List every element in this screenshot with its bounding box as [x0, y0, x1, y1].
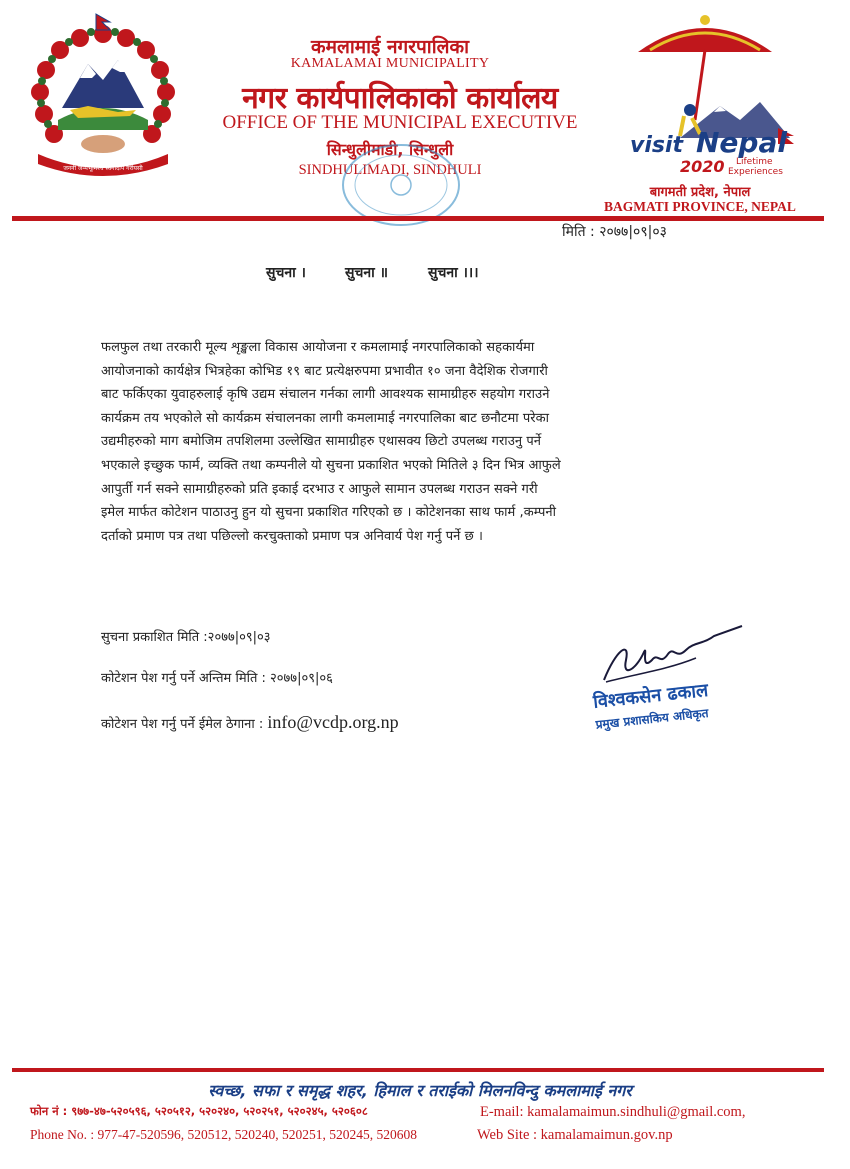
- province-english: BAGMATI PROVINCE, NEPAL: [604, 199, 796, 214]
- email-address: info@vcdp.org.np: [267, 712, 399, 732]
- letter-date: मिति : २०७७|०९|०३: [562, 224, 667, 240]
- notice-body: [101, 336, 746, 548]
- body-line: आपुर्ती गर्न सक्ने सामाग्रीहरुको प्रति इकाई दरभाउ र आफुले सामान उपलब्ध गराउन सक्ने गरी: [101, 481, 538, 497]
- footer-phone-english: Phone No. : 977-47-520596, 520512, 520240, 520251, 520245, 520608: [30, 1127, 417, 1142]
- footer-divider: [12, 1068, 824, 1072]
- signer-stamp: [592, 674, 748, 759]
- body-line: कार्यक्रम तय भएकोले सो कार्यक्रम संचालनका लागी कमलामाई नगरपालिका बाट छनौटमा परेका: [101, 410, 550, 426]
- svg-text:जननी जन्मभूमिश्च स्वर्गादपि गर: जननी जन्मभूमिश्च स्वर्गादपि गरीयसी: [63, 165, 143, 172]
- footer-website: Web Site : kamalamaimun.gov.np: [477, 1127, 673, 1143]
- municipality-name-english: KAMALAMAI MUNICIPALITY: [290, 56, 490, 71]
- published-date: सुचना प्रकाशित मिति :२०७७|०९|०३: [101, 630, 271, 645]
- office-title-nepali: नगर कार्यपालिकाको कार्यालय: [242, 81, 558, 116]
- location-english: SINDHULIMADI, SINDHULI: [298, 162, 482, 178]
- body-line: आयोजनाको कार्यक्षेत्र भित्रहेका कोभिड १९ बाट प्रत्येक्षरुपमा प्रभावीत १० जना वैदेशिक रोजगारी: [101, 363, 548, 379]
- body-line: इमेल मार्फत कोटेशन पाठाउनु हुन यो सुचना प्रकाशित गरिएको छ । कोटेशनका साथ फार्म ,कम्पनी: [101, 505, 557, 521]
- header-divider: [12, 216, 824, 221]
- footer-phone-nepali: फोन नं : ९७७-४७-५२०५९६, ५२०५१२, ५२०२४०, ५२०२५१, ५२०२४५, ५२०६०८: [30, 1104, 368, 1118]
- submission-email-line: [101, 712, 399, 733]
- body-line: भएकाले इच्छुक फार्म, व्यक्ति तथा कम्पनीले यो सुचना प्रकाशित भएको मितिले ३ दिन भित्र आफुले: [101, 457, 561, 473]
- location-nepali: सिन्धुलीमाडी, सिन्धुली: [326, 140, 454, 159]
- province-nepali: बागमती प्रदेश, नेपाल: [649, 185, 751, 200]
- notice-heading: सुचना ।: [266, 265, 306, 281]
- signer-name: विश्वकसेन ढकाल: [592, 679, 710, 713]
- signer-title: प्रमुख प्रशासकिय अधिकृत: [594, 705, 710, 732]
- visit-nepal-logo-icon: [610, 10, 800, 182]
- tagline-lifetime: Lifetime: [736, 157, 773, 167]
- visit-text: visit: [630, 133, 684, 158]
- footer-email: E-mail: kamalamaimun.sindhuli@gmail.com,: [480, 1104, 746, 1120]
- notice-heading: सुचना ॥: [345, 265, 389, 281]
- tagline-experiences: Experiences: [728, 167, 783, 177]
- email-label: कोटेशन पेश गर्नु पर्ने ईमेल ठेगाना :: [101, 717, 268, 732]
- government-emblem-icon: [18, 12, 188, 180]
- year-text: 2020: [680, 157, 725, 176]
- office-title-english: OFFICE OF THE MUNICIPAL EXECUTIVE: [222, 112, 578, 133]
- body-line: दर्ताको प्रमाण पत्र तथा पछिल्लो करचुक्ताको प्रमाण पत्र अनिवार्य पेश गर्नु पर्ने छ ।: [101, 528, 483, 544]
- submission-deadline: कोटेशन पेश गर्नु पर्ने अन्तिम मिति : २०७७|०९|०६: [101, 671, 333, 686]
- body-line: बाट फर्किएका युवाहरुलाई कृषि उद्यम संचालन गर्नका लागी आवश्यक सामाग्रीहरु सहयोग गराउने: [101, 387, 550, 403]
- notice-heading: सुचना ।।।: [428, 265, 479, 281]
- nepal-text: Nepal: [696, 126, 787, 159]
- municipality-name-nepali: कमलामाई नगरपालिका: [310, 36, 470, 58]
- body-line: उद्यमीहरुको माग बमोजिम तपशिलमा उल्लेखित सामाग्रीहरु एथासक्य छिटो उपलब्ध गराउनु पर्ने: [101, 434, 542, 450]
- footer-slogan: स्वच्छ, सफा र समृद्ध शहर, हिमाल र तराईको मिलनविन्दु कमलामाई नगर: [208, 1081, 632, 1100]
- body-line: फलफुल तथा तरकारी मूल्य शृङ्खला विकास आयोजना र कमलामाई नगरपालिकाको सहकार्यमा: [101, 340, 535, 355]
